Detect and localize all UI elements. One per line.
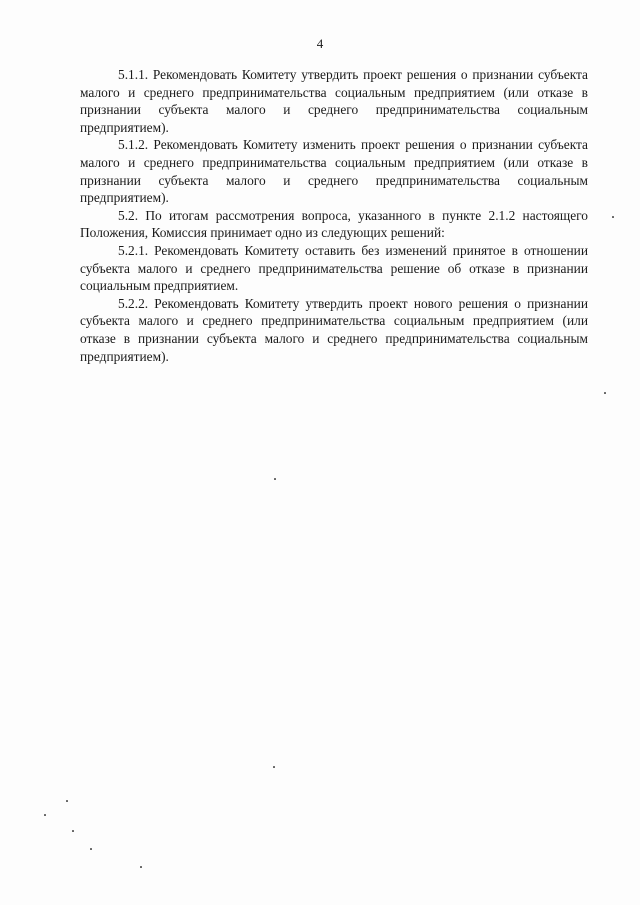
scan-speck bbox=[66, 800, 68, 802]
scan-speck bbox=[44, 814, 46, 816]
scan-speck bbox=[72, 830, 74, 832]
scan-speck bbox=[273, 766, 275, 768]
paragraph-5-2-2: 5.2.2. Рекомендовать Комитету утвердить проект нового решения о признании субъекта малого и среднего предпринимательства социальным предприятием (или отказе в признании субъекта малого и среднего предпринимательства социальным предприятием). bbox=[80, 295, 588, 364]
scan-speck bbox=[140, 866, 142, 868]
scan-speck bbox=[90, 848, 92, 850]
paragraph-5-1-1: 5.1.1. Рекомендовать Комитету утвердить проект решения о признании субъекта малого и среднего предпринимательства социальным предприятием (или отказе в признании субъекта малого и среднего предпринимательства социальным предприятием). bbox=[80, 67, 588, 135]
scan-speck bbox=[274, 478, 276, 480]
paragraph-5-2-1: 5.2.1. Рекомендовать Комитету оставить без изменений принятое в отношении субъекта малого и среднего предпринимательства решение об отказе в признании социальным предприятием. bbox=[80, 242, 588, 294]
paragraph-5-1-2: 5.1.2. Рекомендовать Комитету изменить проект решения о признании субъекта малого и среднего предпринимательства социальным предприятием (или отказе в признании субъекта малого и среднего предпринимательства социальным предприятием). bbox=[80, 137, 588, 206]
scan-speck bbox=[604, 392, 606, 394]
document-body bbox=[80, 66, 588, 365]
page-number: 4 bbox=[316, 36, 324, 51]
scan-speck bbox=[612, 216, 614, 218]
paragraph-5-2: 5.2. По итогам рассмотрения вопроса, указанного в пункте 2.1.2 настоящего Положения, Комиссия принимает одно из следующих решений: bbox=[80, 207, 588, 241]
